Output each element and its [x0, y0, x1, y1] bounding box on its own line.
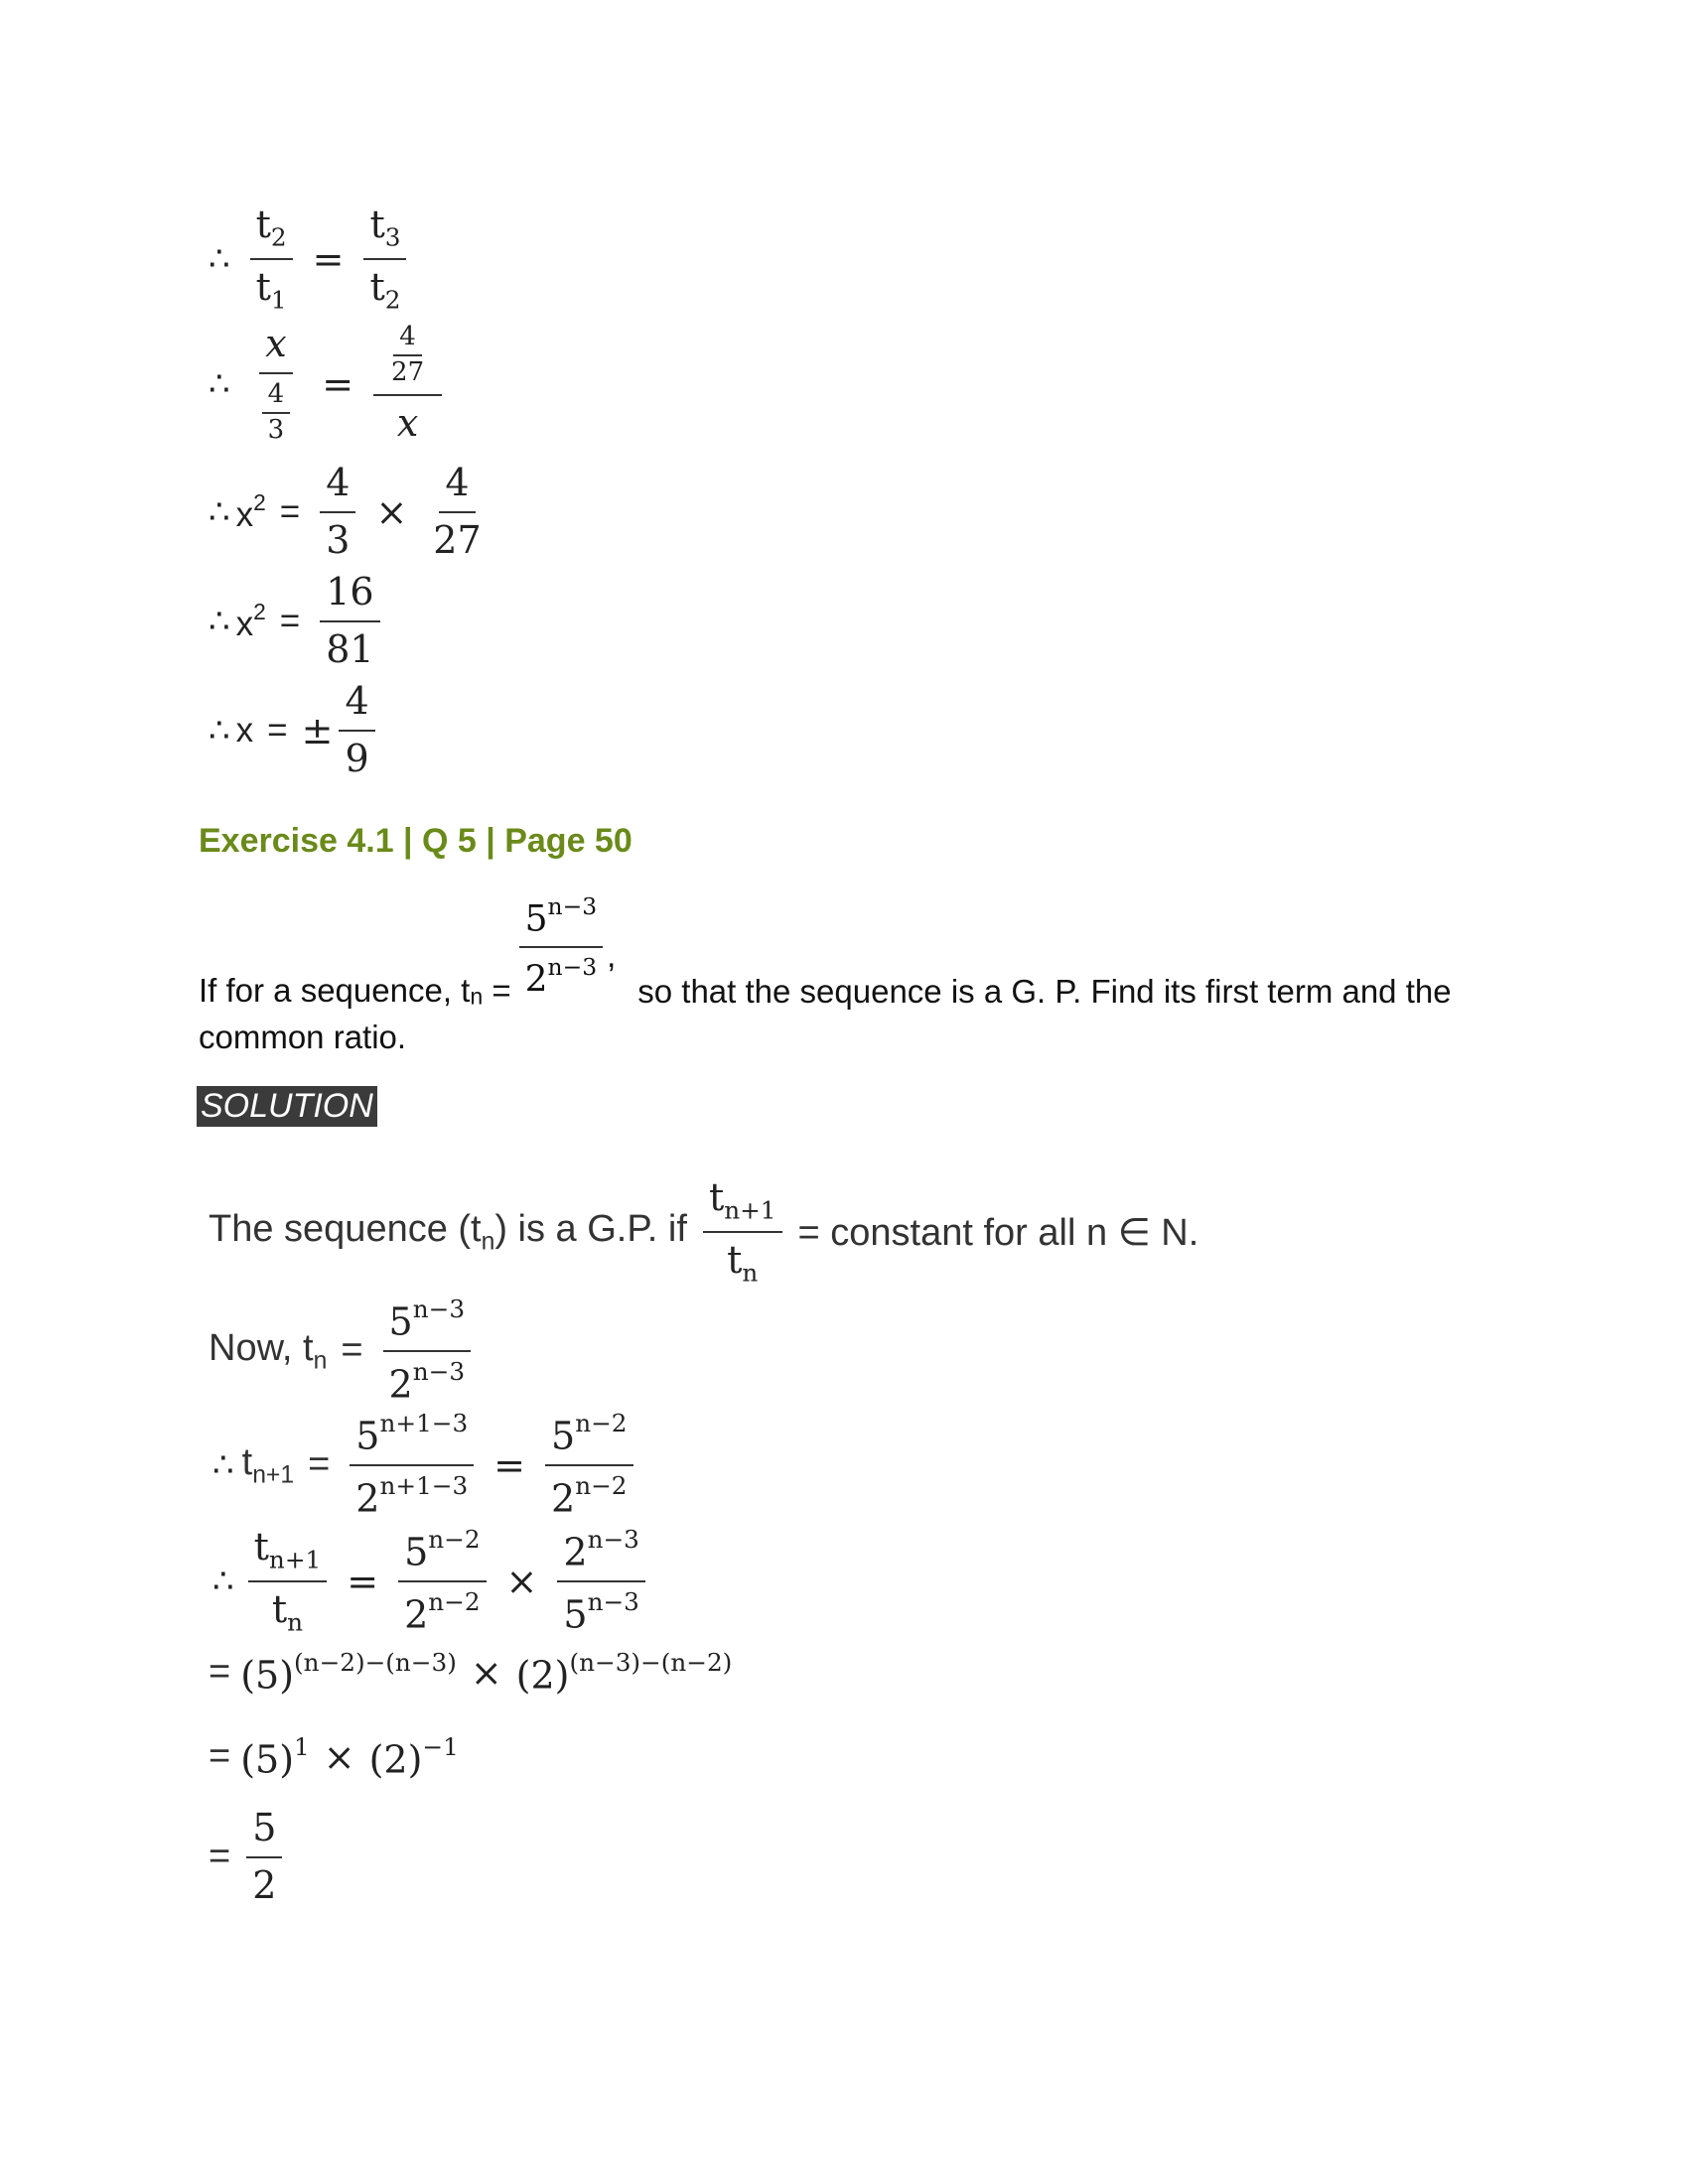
- step-x-value: ∴ x = ± $\frac{4}{9}$: [209, 680, 381, 780]
- therefore-symbol: ∴: [209, 239, 230, 280]
- fraction-four-27ths-over-x: $\frac{\frac{4}{27}}{x}$: [373, 323, 442, 445]
- step-x-squared-product: ∴ $x^2$ = $\frac{4}{3}$ × $\frac{4}{27}$: [209, 462, 493, 562]
- therefore-symbol: ∴: [209, 710, 230, 751]
- question-line2: common ratio.: [199, 1018, 407, 1055]
- fraction-16-over-81: $\frac{16}{81}$: [320, 571, 379, 671]
- fraction-4-over-9: $\frac{4}{9}$: [339, 680, 374, 780]
- ratio-fraction: $\frac{t_{n+1}}{t_n}$: [248, 1526, 328, 1637]
- equals-sign: =: [322, 361, 354, 406]
- therefore-symbol: ∴: [209, 363, 230, 404]
- question-text: If for a sequence, $t_n$ = $\frac{5^{n-3}}{2^{n-3}}$ , so that the sequence is a G. P. Find its first term and the common ratio.: [199, 893, 1489, 1056]
- equals-sign: =: [312, 237, 345, 282]
- solution-badge: SOLUTION: [197, 1086, 377, 1127]
- solution-power-step: = $(5)^1$ × $(2)^{-1}$: [209, 1732, 459, 1782]
- times-sign: ×: [375, 489, 408, 534]
- ratio-fraction: $\frac{t_{n+1}}{t_n}$: [703, 1176, 782, 1288]
- common-ratio-fraction: $\frac{5}{2}$: [246, 1807, 282, 1907]
- fraction-t3-over-t2: $\frac{t_3}{t_2}$: [363, 204, 406, 315]
- fraction-t2-over-t1: $\frac{t_2}{t_1}$: [250, 204, 293, 315]
- tn-plus-1-fraction: $\frac{5^{n+1-3}}{2^{n+1-3}}$: [350, 1410, 474, 1521]
- solution-tn-definition: Now, $t_n$ = $\frac{5^{n-3}}{2^{n-3}}$: [209, 1296, 477, 1407]
- question-fraction: $\frac{5^{n-3}}{2^{n-3}}$: [519, 893, 603, 1019]
- solution-ratio-product: ∴ $\frac{t_{n+1}}{t_n}$ = $\frac{5^{n-2}}{2^{n-2}}$ × $\frac{2^{n-3}}{5^{n-3}}$: [209, 1526, 651, 1637]
- therefore-symbol: ∴: [212, 1444, 234, 1485]
- plus-minus-sign: ±: [301, 708, 334, 752]
- step-ratio-equality: [209, 204, 412, 315]
- therefore-symbol: ∴: [209, 491, 230, 532]
- solution-tn-plus-1: ∴ $t_{n+1}$ = $\frac{5^{n+1-3}}{2^{n+1-3}}$ = $\frac{5^{n-2}}{2^{n-2}}$: [209, 1410, 639, 1521]
- solution-exponent-step: = $(5)^{(n-2)-(n-3)}$ × $(2)^{(n-3)-(n-2)}$: [209, 1648, 733, 1698]
- fraction-x-over-four-thirds: $\frac{x}{\frac{4}{3}}$: [250, 323, 303, 445]
- exercise-heading: Exercise 4.1 | Q 5 | Page 50: [199, 822, 633, 860]
- solution-final-ratio: = $\frac{5}{2}$: [209, 1807, 288, 1907]
- step-x-squared-value: ∴ $x^2$ = $\frac{16}{81}$: [209, 571, 386, 671]
- tn-fraction: $\frac{5^{n-3}}{2^{n-3}}$: [383, 1296, 471, 1407]
- fraction-4-over-27: $\frac{4}{27}$: [433, 461, 482, 562]
- therefore-symbol: ∴: [209, 601, 230, 641]
- step-substitution: [209, 323, 448, 445]
- fraction-4-over-3: $\frac{4}{3}$: [320, 462, 355, 562]
- therefore-symbol: ∴: [212, 1562, 234, 1602]
- tn-plus-1-simplified-fraction: $\frac{5^{n-2}}{2^{n-2}}$: [545, 1410, 633, 1521]
- solution-gp-condition: The sequence $(t_n)$ is a G.P. if $\frac{t_{n+1}}{t_n}$ = constant for all n ∈ N.: [209, 1175, 1199, 1288]
